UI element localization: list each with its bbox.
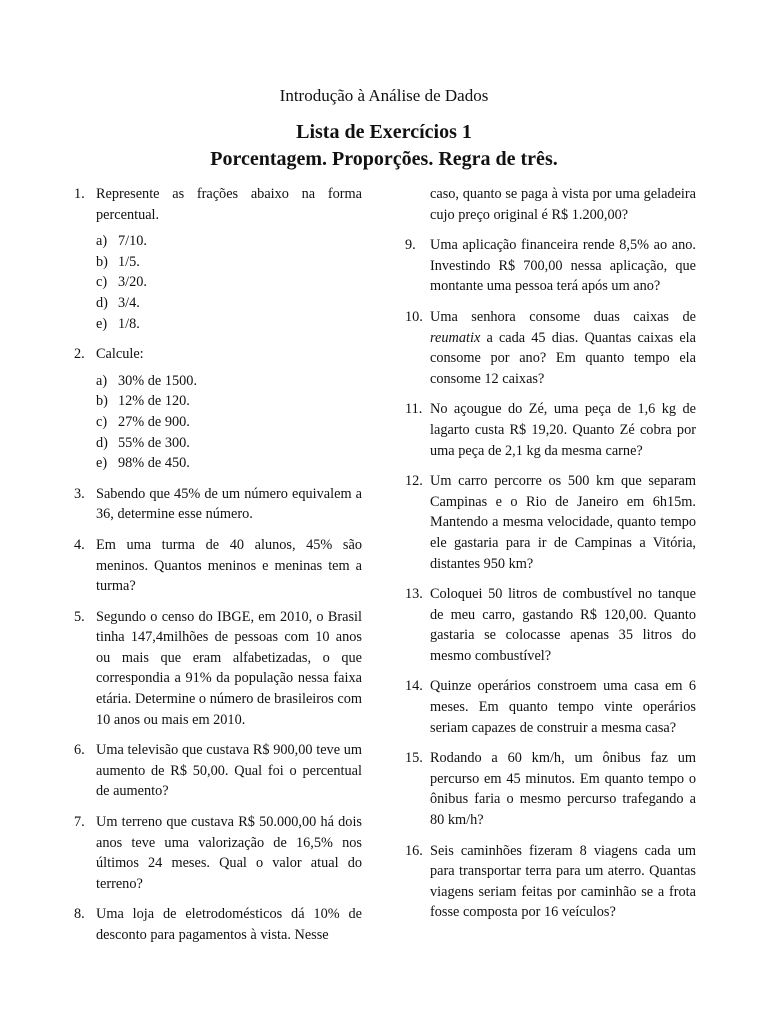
list-item bbox=[96, 272, 362, 293]
option-value: 12% de 120. bbox=[118, 393, 190, 410]
exercise-text: Um carro percorre os 500 km que separam Campinas e o Rio de Janeiro em 6h15m. Mantendo a mesma velocidade, quanto tempo ele gastaria para ir de Campinas a Vitória, distantes 950 km? bbox=[430, 473, 696, 572]
exercise-text: Rodando a 60 km/h, um ônibus faz um percurso em 45 minutos. Em quanto tempo o ônibus faria o mesmo percurso trafegando a 80 km/h? bbox=[430, 750, 696, 829]
exercise-text: Uma loja de eletrodomésticos dá 10% de desconto para pagamentos à vista. Nesse bbox=[96, 906, 362, 943]
exercise-number: 10. bbox=[405, 308, 423, 325]
course-title: Introdução à Análise de Dados bbox=[279, 86, 489, 105]
page-subtitle: Porcentagem. Proporções. Regra de três. bbox=[210, 148, 558, 170]
exercise-2 bbox=[74, 344, 362, 474]
list-item bbox=[96, 371, 362, 392]
exercise-14 bbox=[405, 676, 696, 738]
exercise-number: 1. bbox=[74, 186, 85, 202]
option-letter: b) bbox=[96, 393, 108, 410]
exercise-number: 6. bbox=[74, 742, 85, 759]
exercise-text: Um terreno que custava R$ 50.000,00 há dois anos teve uma valorização de 16,5% nos últimos 24 meses. Qual o valor atual do terreno? bbox=[96, 814, 362, 892]
exercise-number: 9. bbox=[405, 237, 416, 254]
exercise-number: 7. bbox=[74, 814, 85, 831]
list-item bbox=[96, 412, 362, 433]
option-letter: e) bbox=[96, 455, 108, 472]
list-item bbox=[96, 453, 362, 474]
exercise-number: 13. bbox=[405, 586, 423, 603]
exercise-text: Seis caminhões fizeram 8 viagens cada um para transportar terra para um aterro. Quantas viagens seriam feitas por caminhão se a frota fosse composta por 16 veículos? bbox=[430, 842, 696, 921]
exercise-number: 3. bbox=[74, 485, 85, 502]
option-value: 3/20. bbox=[118, 274, 147, 291]
exercise-16 bbox=[405, 841, 696, 923]
exercise-number: 2. bbox=[74, 346, 85, 363]
product-name: reumatix bbox=[430, 329, 481, 346]
list-item bbox=[96, 391, 362, 412]
option-value: 30% de 1500. bbox=[118, 372, 198, 389]
option-letter: c) bbox=[96, 274, 108, 291]
right-column bbox=[405, 184, 696, 933]
exercise-text: Sabendo que 45% de um número equivalem a 36, determine esse número. bbox=[96, 485, 362, 523]
list-item bbox=[96, 293, 362, 314]
option-value: 1/8. bbox=[118, 315, 140, 332]
exercise-13 bbox=[405, 584, 696, 666]
exercise-12 bbox=[405, 471, 696, 574]
left-column bbox=[74, 184, 362, 956]
option-value: 3/4. bbox=[118, 294, 140, 311]
exercise-text: Quinze operários constroem uma casa em 6 meses. Em quanto tempo vinte operários seriam capazes de construir a mesma casa? bbox=[430, 678, 696, 736]
list-item bbox=[96, 252, 362, 273]
exercise-number: 15. bbox=[405, 750, 423, 767]
exercise-8 bbox=[74, 904, 362, 945]
list-item bbox=[96, 231, 362, 252]
exercise-text: No açougue do Zé, uma peça de 1,6 kg de lagarto custa R$ 19,20. Quanto Zé cobra por uma peça de 2,1 kg da mesma carne? bbox=[430, 401, 696, 459]
exercise-number: 4. bbox=[74, 536, 85, 553]
option-value: 27% de 900. bbox=[118, 413, 190, 430]
exercise-text bbox=[430, 307, 696, 389]
exercise-text: Coloquei 50 litros de combustível no tanque de meu carro, gastando R$ 120,00. Quanto gastaria se colocasse apenas 35 litros do mesmo combustível? bbox=[430, 586, 696, 664]
option-letter: b) bbox=[96, 253, 108, 270]
exercise-8-continuation: caso, quanto se paga à vista por uma geladeira cujo preço original é R$ 1.200,00? bbox=[430, 186, 696, 223]
text-before: Uma senhora consome duas caixas de bbox=[430, 308, 696, 325]
option-list bbox=[96, 231, 362, 334]
option-value: 98% de 450. bbox=[118, 455, 190, 472]
exercise-text: Represente as frações abaixo na forma percentual. bbox=[96, 186, 362, 223]
exercise-7 bbox=[74, 812, 362, 894]
option-value: 1/5. bbox=[118, 253, 140, 270]
exercise-11 bbox=[405, 399, 696, 461]
page-title: Lista de Exercícios 1 bbox=[296, 121, 472, 143]
exercise-10 bbox=[405, 307, 696, 389]
list-item bbox=[96, 433, 362, 454]
exercise-number: 11. bbox=[405, 401, 423, 418]
option-value: 55% de 300. bbox=[118, 434, 190, 451]
exercise-text: Uma aplicação financeira rende 8,5% ao ano. Investindo R$ 700,00 nessa aplicação, que montante uma pessoa terá após um ano? bbox=[430, 237, 696, 295]
exercise-1 bbox=[74, 184, 362, 334]
exercise-text: Uma televisão que custava R$ 900,00 teve um aumento de R$ 50,00. Qual foi o percentual de aumento? bbox=[96, 742, 362, 800]
exercise-number: 16. bbox=[405, 842, 423, 859]
list-item bbox=[96, 314, 362, 335]
exercise-number: 12. bbox=[405, 473, 423, 490]
text-after: a cada 45 dias. Quantas caixas ela consome por ano? Em quanto tempo ela consome 12 caixas? bbox=[430, 329, 696, 387]
exercise-15 bbox=[405, 748, 696, 830]
exercise-9 bbox=[405, 235, 696, 297]
option-letter: c) bbox=[96, 413, 108, 430]
option-value: 7/10. bbox=[118, 233, 147, 250]
option-letter: d) bbox=[96, 434, 108, 451]
exercise-6 bbox=[74, 740, 362, 802]
option-letter: a) bbox=[96, 233, 108, 250]
option-list bbox=[96, 371, 362, 474]
exercise-4 bbox=[74, 535, 362, 597]
option-letter: d) bbox=[96, 294, 108, 311]
exercise-number: 14. bbox=[405, 678, 423, 695]
option-letter: a) bbox=[96, 372, 108, 389]
exercise-text: Segundo o censo do IBGE, em 2010, o Brasil tinha 147,4milhões de pessoas com 10 anos ou mais que eram alfabetizadas, o que correspondia a 91% da população nessa faixa etária. Determine o número de brasileiros com 10 anos ou mais em 2010. bbox=[96, 608, 362, 728]
exercise-number: 5. bbox=[74, 608, 85, 625]
exercise-number: 8. bbox=[74, 906, 85, 923]
exercise-5 bbox=[74, 607, 362, 731]
option-letter: e) bbox=[96, 315, 108, 332]
exercise-3 bbox=[74, 484, 362, 525]
exercise-text: Calcule: bbox=[96, 346, 144, 363]
exercise-text: Em uma turma de 40 alunos, 45% são meninos. Quantos meninos e meninas tem a turma? bbox=[96, 536, 362, 595]
